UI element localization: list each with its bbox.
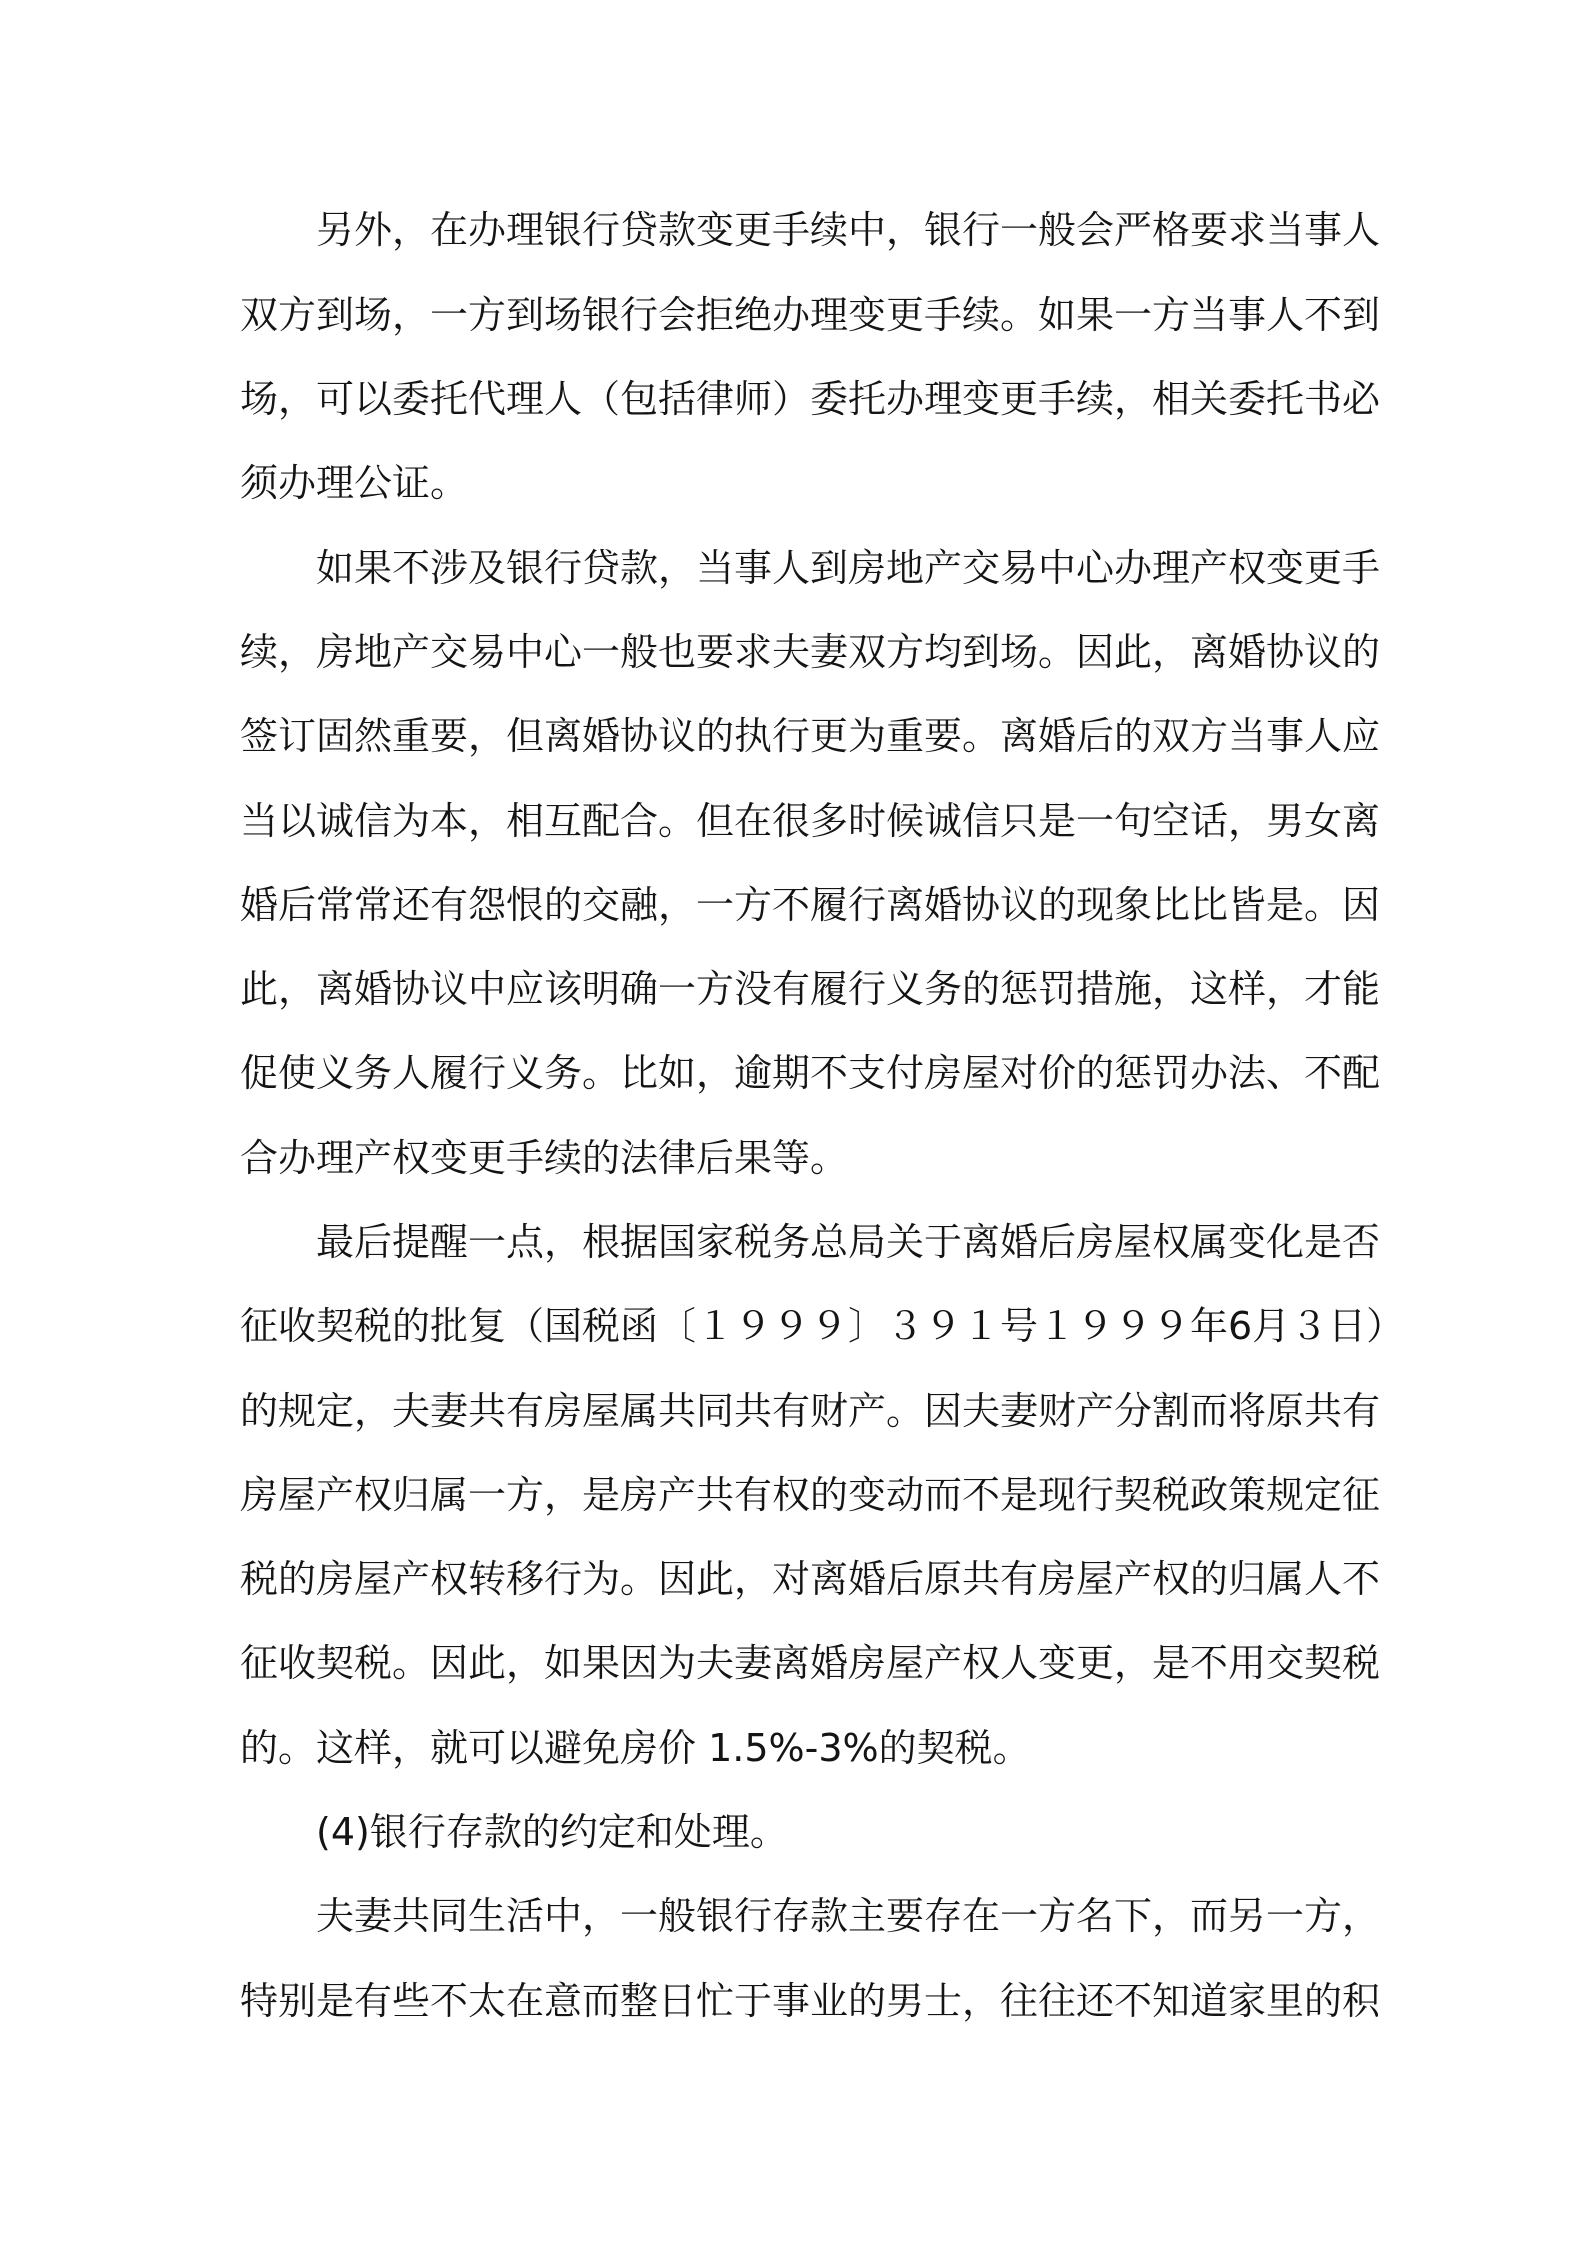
paragraph-5-line-2: 特别是有些不太在意而整日忙于事业的男士，往往还不知道家里的积: [240, 1979, 1381, 2023]
paragraph-1-line-3: 场，可以委托代理人（包括律师）委托办理变更手续，相关委托书必: [240, 377, 1381, 421]
paragraph-2-line-4: 当以诚信为本，相互配合。但在很多时候诚信只是一句空话，男女离: [240, 799, 1381, 843]
paragraph-3-line-4: 房屋产权归属一方，是房产共有权的变动而不是现行契税政策规定征: [240, 1473, 1381, 1517]
paragraph-2-line-8: 合办理产权变更手续的法律后果等。: [240, 1136, 849, 1180]
paragraph-1-line-2: 双方到场，一方到场银行会拒绝办理变更手续。如果一方当事人不到: [240, 293, 1381, 337]
paragraph-3-line-3: 的规定，夫妻共有房屋属共同共有财产。因夫妻财产分割而将原共有: [240, 1389, 1381, 1433]
paragraph-2-line-5: 婚后常常还有怨恨的交融，一方不履行离婚协议的现象比比皆是。因: [240, 883, 1381, 927]
paragraph-3-line-2: 征收契税的批复（国税函〔１９９９〕３９１号１９９９年6月３日）: [240, 1304, 1405, 1348]
paragraph-1-line-4: 须办理公证。: [240, 461, 469, 505]
section-heading-bank-deposits: (4)银行存款的约定和处理。: [316, 1810, 788, 1854]
paragraph-3-line-6: 征收契税。因此，如果因为夫妻离婚房屋产权人变更，是不用交契税: [240, 1641, 1381, 1685]
paragraph-5-line-1: 夫妻共同生活中，一般银行存款主要存在一方名下，而另一方，: [316, 1894, 1381, 1938]
paragraph-1-line-1: 另外，在办理银行贷款变更手续中，银行一般会严格要求当事人: [316, 208, 1381, 252]
paragraph-2-line-2: 续，房地产交易中心一般也要求夫妻双方均到场。因此，离婚协议的: [240, 630, 1381, 674]
paragraph-2-line-6: 此，离婚协议中应该明确一方没有履行义务的惩罚措施，这样，才能: [240, 967, 1381, 1011]
paragraph-3-line-1: 最后提醒一点，根据国家税务总局关于离婚后房屋权属变化是否: [316, 1220, 1381, 1264]
paragraph-3-line-7: 的。这样，就可以避免房价 1.5%-3%的契税。: [240, 1726, 1031, 1770]
paragraph-3-line-5: 税的房屋产权转移行为。因此，对离婚后原共有房屋产权的归属人不: [240, 1557, 1381, 1601]
paragraph-2-line-3: 签订固然重要，但离婚协议的执行更为重要。离婚后的双方当事人应: [240, 714, 1381, 758]
paragraph-2-line-1: 如果不涉及银行贷款，当事人到房地产交易中心办理产权变更手: [316, 546, 1381, 590]
paragraph-2-line-7: 促使义务人履行义务。比如，逾期不支付房屋对价的惩罚办法、不配: [240, 1051, 1381, 1095]
